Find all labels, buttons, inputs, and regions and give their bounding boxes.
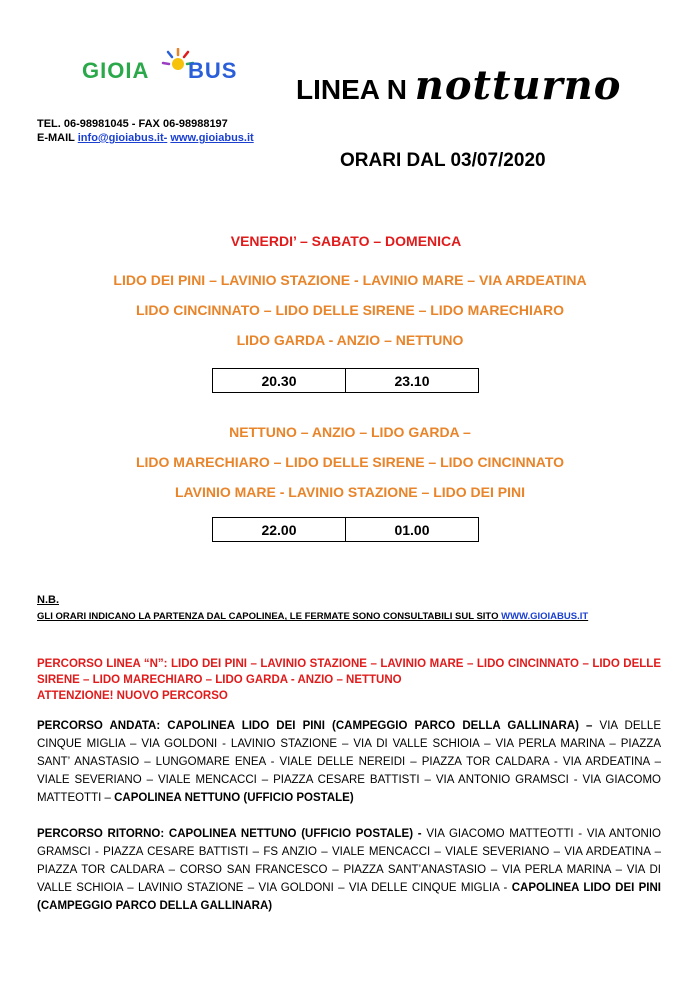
ritorno-end: CAPOLINEA LIDO DEI PINI (CAMPEGGIO PARCO DELLA GALLINARA) bbox=[37, 882, 662, 912]
route-summary bbox=[37, 656, 661, 704]
email-link[interactable]: info@gioiabus.it bbox=[77, 132, 164, 144]
website-link[interactable]: www.gioiabus.it bbox=[170, 132, 254, 144]
route-andata bbox=[37, 717, 661, 807]
phone-fax: TEL. 06-98981045 - FAX 06-98988197 bbox=[37, 118, 228, 130]
ritorno-lead: PERCORSO RITORNO: CAPOLINEA NETTUNO (UFFICIO POSTALE) - bbox=[37, 828, 422, 840]
service-days: VENERDI’ – SABATO – DOMENICA bbox=[230, 233, 462, 249]
contact-info bbox=[37, 117, 254, 145]
route-notice: ATTENZIONE! NUOVO PERCORSO bbox=[37, 690, 228, 702]
route-out-line-1: LIDO DEI PINI – LAVINIO STAZIONE - LAVINIO MARE – VIA ARDEATINA bbox=[113, 272, 587, 288]
table-row bbox=[213, 369, 479, 393]
timetable-out bbox=[212, 368, 479, 393]
route-back-line-2: LIDO MARECHIARO – LIDO DELLE SIRENE – LIDO CINCINNATO bbox=[135, 454, 565, 470]
table-row bbox=[213, 518, 479, 542]
route-out-line-3: LIDO GARDA - ANZIO – NETTUNO bbox=[236, 332, 464, 348]
route-back-line-1: NETTUNO – ANZIO – LIDO GARDA – bbox=[229, 424, 471, 440]
andata-lead: PERCORSO ANDATA: CAPOLINEA LIDO DEI PINI (CAMPEGGIO PARCO DELLA GALLINARA) – bbox=[37, 720, 593, 732]
email-label: E-MAIL bbox=[37, 132, 75, 144]
nb-website-link[interactable]: WWW.GIOIABUS.IT bbox=[501, 611, 589, 622]
andata-body: VIA DELLE CINQUE MIGLIA – VIA GOLDONI - LAVINIO STAZIONE – VIA DI VALLE SCHIOIA – VIA PERLA MARINA – PIAZZA SANT’ ANASTASIO – LUNGOMARE ENEA - VIALE DELLE NEREIDI – PIAZZA TOR CALDARA - VIA ARDEATINA – VIALE SEVERIANO – VIALE MENCACCI – PIAZZA CESARE BATTISTI – VIA ANTONIO GRAMSCI - VIA GIACOMO MATTEOTTI – bbox=[37, 720, 661, 804]
route-ritorno bbox=[37, 825, 661, 915]
logo-text-bus: BUS bbox=[188, 58, 238, 83]
time-cell: 23.10 bbox=[346, 369, 479, 393]
timetable-back bbox=[212, 517, 479, 542]
title-script: notturno bbox=[414, 62, 622, 109]
schedule-date: ORARI DAL 03/07/2020 bbox=[340, 150, 546, 171]
title-main: LINEA N bbox=[296, 74, 407, 105]
page-title bbox=[296, 62, 621, 109]
time-cell: 20.30 bbox=[213, 369, 346, 393]
route-summary-text: PERCORSO LINEA “N”: LIDO DEI PINI – LAVINIO STAZIONE – LAVINIO MARE – LIDO CINCINNATO – LIDO DELLE SIRENE – LIDO MARECHIARO – LIDO GARDA - ANZIO – NETTUNO bbox=[37, 658, 661, 686]
nb-text: GLI ORARI INDICANO LA PARTENZA DAL CAPOLINEA, LE FERMATE SONO CONSULTABILI SUL SITO bbox=[37, 611, 502, 622]
route-back-line-3: LAVINIO MARE - LAVINIO STAZIONE – LIDO DEI PINI bbox=[174, 484, 525, 500]
nb-label: N.B. bbox=[37, 594, 59, 606]
time-cell: 22.00 bbox=[213, 518, 346, 542]
ritorno-body: VIA GIACOMO MATTEOTTI - VIA ANTONIO GRAMSCI - PIAZZA CESARE BATTISTI – FS ANZIO – VIALE MENCACCI – VIALE SEVERIANO – VIA ARDEATINA – PIAZZA TOR CALDARA – CORSO SAN FRANCESCO – PIAZZA SANT’ANASTASIO – VIA PERLA MARINA – VIA DI VALLE SCHIOIA – LAVINIO STAZIONE – VIA GOLDONI – VIA DELLE CINQUE MIGLIA - bbox=[37, 828, 661, 894]
logo-text-gioia: GIOIA bbox=[82, 58, 150, 83]
contact-separator: - bbox=[163, 132, 168, 144]
route-out-line-2: LIDO CINCINNATO – LIDO DELLE SIRENE – LIDO MARECHIARO bbox=[135, 302, 565, 318]
time-cell: 01.00 bbox=[346, 518, 479, 542]
nb-note bbox=[37, 611, 588, 622]
company-logo bbox=[76, 48, 236, 94]
andata-end: CAPOLINEA NETTUNO (UFFICIO POSTALE) bbox=[114, 792, 354, 804]
